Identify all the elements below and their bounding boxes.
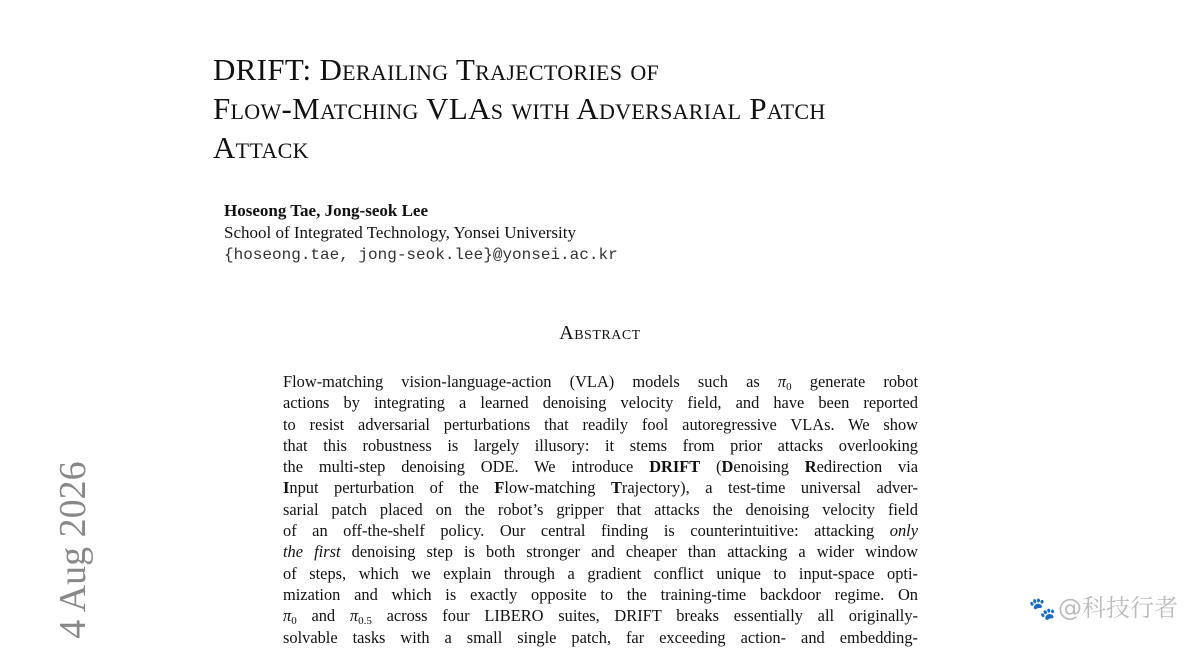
abstract-line <box>283 541 918 562</box>
abstract-text-run: the multi-step denoising ODE. We introduce <box>283 457 650 477</box>
abstract-text-run: rajectory), a test-time universal adver- <box>621 478 919 498</box>
abstract-text-run: 0 <box>786 381 792 393</box>
abstract-body <box>283 371 918 648</box>
abstract-text-run: π <box>283 606 292 626</box>
abstract-heading: Abstract <box>559 322 641 344</box>
title-line-2: Flow-Matching VLAs with Adversarial Patch <box>213 91 826 126</box>
paper-title <box>213 50 1033 167</box>
abstract-text-run: 0.5 <box>358 615 372 628</box>
abstract-line <box>283 456 918 477</box>
abstract-line <box>283 605 918 626</box>
abstract-text-run: T <box>610 478 622 498</box>
arxiv-date-stamp: 4 Aug 2026 <box>52 461 94 639</box>
abstract-line <box>283 371 918 392</box>
watermark <box>1029 588 1178 623</box>
author-email: {hoseong.tae, jong-seok.lee}@yonsei.ac.kr <box>224 246 618 264</box>
abstract-text-run: to resist adversarial perturbations that readily fool autoregressive VLAs. We show <box>283 414 918 434</box>
watermark-text: @科技行者 <box>1058 594 1178 622</box>
abstract-text-run: across four LIBERO suites, DRIFT breaks essentially all originally- <box>371 606 918 626</box>
paw-icon: 🐾 <box>1028 597 1056 622</box>
abstract-text-run: nput perturbation of the <box>289 478 495 498</box>
abstract-text-run: F <box>494 478 505 498</box>
abstract-line <box>283 392 918 413</box>
abstract-text-run: D <box>721 457 734 477</box>
abstract-text-run: mization and which is exactly opposite to the training-time backdoor regime. On <box>283 584 918 604</box>
abstract-line <box>283 414 918 435</box>
abstract-text-run: π <box>777 372 787 391</box>
abstract-text-run: 0 <box>291 615 297 628</box>
author-block <box>224 200 618 266</box>
abstract-line <box>283 563 918 584</box>
abstract-text-run: π <box>349 606 359 626</box>
abstract-line <box>283 584 918 605</box>
abstract-text-run: low-matching <box>504 478 611 498</box>
abstract-text-run: R <box>804 457 817 477</box>
abstract-text-run: Flow-matching vision-language-action (VLA) models such as <box>283 372 778 391</box>
title-line-1: DRIFT: Derailing Trajectories of <box>213 52 660 87</box>
abstract-line <box>283 435 918 456</box>
abstract-text-run: enoising <box>733 457 805 477</box>
abstract-line <box>283 477 918 498</box>
abstract-text-run: only <box>889 521 918 541</box>
abstract-line <box>283 499 918 520</box>
abstract-line <box>283 520 918 541</box>
abstract-line <box>283 627 918 648</box>
abstract-text-run: of steps, which we explain through a gradient conflict unique to input-space opti- <box>283 563 918 583</box>
title-line-3: Attack <box>213 130 309 165</box>
abstract-text-run: edirection via <box>816 457 919 477</box>
abstract-text-run: denoising step is both stronger and cheaper than attacking a wider window <box>340 542 918 562</box>
abstract-text-run: I <box>283 478 290 498</box>
abstract-text-run: the first <box>283 542 341 562</box>
abstract-text-run: and <box>296 606 350 626</box>
author-names: Hoseong Tae, Jong-seok Lee <box>224 201 429 220</box>
abstract-text-run: of an off-the-shelf policy. Our central finding is counterintuitive: attacking <box>283 521 890 541</box>
abstract-text-run: sarial patch placed on the robot’s gripper that attacks the denoising velocity field <box>283 499 918 519</box>
abstract-text-run: DRIFT <box>649 457 701 477</box>
abstract-text-run: generate robot <box>791 372 919 391</box>
abstract-text-run: actions by integrating a learned denoising velocity field, and have been reported <box>283 393 918 413</box>
abstract-text-run: ( <box>700 457 722 477</box>
abstract-text-run: solvable tasks with a small single patch, far exceeding action- and embedding- <box>283 627 918 647</box>
abstract-text-run: that this robustness is largely illusory: it stems from prior attacks overlooking <box>283 435 918 455</box>
author-affiliation: School of Integrated Technology, Yonsei University <box>224 223 576 242</box>
